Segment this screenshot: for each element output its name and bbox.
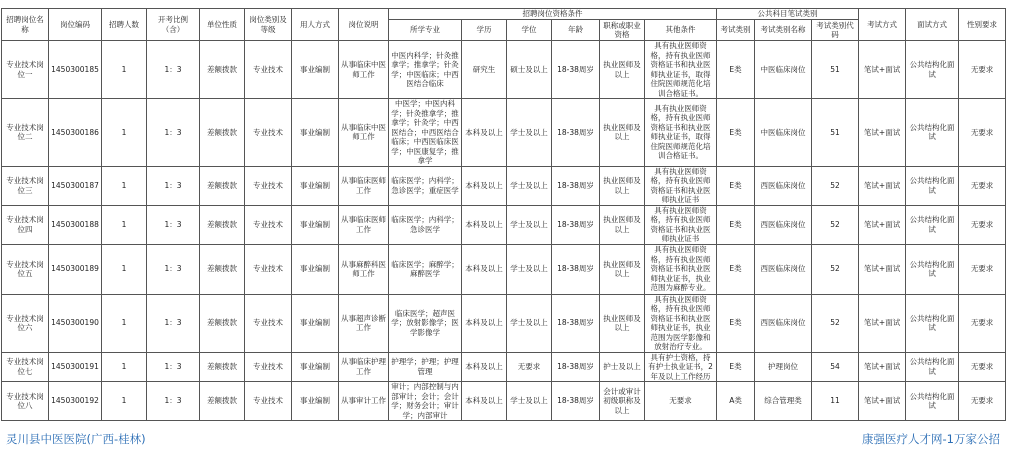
cell-gender-requirement: 无要求 (959, 41, 1006, 99)
table-row (2, 41, 1006, 99)
cell-headcount: 1 (102, 41, 147, 99)
cell-headcount: 1 (102, 294, 147, 352)
cell-other-conditions: 具有护士资格，持有护士执业证书，2年及以上工作经历 (645, 352, 717, 382)
cell-unit-type: 差额拨款 (200, 294, 245, 352)
cell-exam-category-code: 52 (812, 205, 859, 244)
cell-position-code: 1450300188 (49, 205, 102, 244)
cell-exam-category: A类 (717, 382, 755, 421)
footer-source-left: 灵川县中医医院(广西-桂林) (6, 432, 146, 446)
cell-exam-method: 笔试+面试 (859, 294, 906, 352)
cell-position-name: 专业技术岗位六 (2, 294, 49, 352)
cell-employment-type: 事业编制 (292, 294, 339, 352)
table-row (2, 244, 1006, 294)
cell-exam-category: E类 (717, 205, 755, 244)
cell-position-code: 1450300189 (49, 244, 102, 294)
cell-position-category: 专业技术 (245, 244, 292, 294)
cell-education: 本科及以上 (462, 352, 507, 382)
cell-position-description: 从事麻醉科医师工作 (339, 244, 389, 294)
cell-unit-type: 差额拨款 (200, 382, 245, 421)
cell-gender-requirement: 无要求 (959, 205, 1006, 244)
cell-headcount: 1 (102, 382, 147, 421)
cell-gender-requirement: 无要求 (959, 99, 1006, 167)
cell-exam-category-name: 西医临床岗位 (755, 294, 812, 352)
cell-qualification: 执业医师及以上 (600, 166, 645, 205)
cell-degree: 学士及以上 (507, 99, 552, 167)
cell-unit-type: 差额拨款 (200, 205, 245, 244)
cell-headcount: 1 (102, 166, 147, 205)
header-position-name: 招聘岗位名称 (2, 9, 49, 41)
cell-position-name: 专业技术岗位七 (2, 352, 49, 382)
cell-position-category: 专业技术 (245, 205, 292, 244)
cell-gender-requirement: 无要求 (959, 382, 1006, 421)
cell-position-name: 专业技术岗位二 (2, 99, 49, 167)
cell-qualification: 执业医师及以上 (600, 41, 645, 99)
cell-interview-method: 公共结构化面试 (906, 166, 959, 205)
header-exam-category: 考试类别 (717, 20, 755, 41)
table-row (2, 205, 1006, 244)
cell-gender-requirement: 无要求 (959, 244, 1006, 294)
header-major: 所学专业 (389, 20, 462, 41)
header-other-conditions: 其他条件 (645, 20, 717, 41)
header-group-exam: 公共科目笔试类别 (717, 9, 859, 20)
header-group-conditions: 招聘岗位资格条件 (389, 9, 717, 20)
cell-exam-category-code: 51 (812, 99, 859, 167)
cell-exam-category-code: 51 (812, 41, 859, 99)
cell-interview-method: 公共结构化面试 (906, 205, 959, 244)
header-gender-requirement: 性别要求 (959, 9, 1006, 41)
cell-major: 中医内科学；针灸推拿学；推拿学；针灸学；中医临床；中西医结合临床 (389, 41, 462, 99)
cell-exam-category-code: 52 (812, 244, 859, 294)
cell-unit-type: 差额拨款 (200, 166, 245, 205)
cell-interview-method: 公共结构化面试 (906, 352, 959, 382)
cell-exam-method: 笔试+面试 (859, 205, 906, 244)
cell-employment-type: 事业编制 (292, 205, 339, 244)
cell-age: 18-38周岁 (552, 205, 600, 244)
cell-qualification: 会计或审计初级职称及以上 (600, 382, 645, 421)
cell-other-conditions: 无要求 (645, 382, 717, 421)
cell-age: 18-38周岁 (552, 352, 600, 382)
cell-position-code: 1450300190 (49, 294, 102, 352)
cell-exam-category: E类 (717, 99, 755, 167)
cell-degree: 硕士及以上 (507, 41, 552, 99)
cell-age: 18-38周岁 (552, 382, 600, 421)
table-row (2, 99, 1006, 167)
cell-exam-method: 笔试+面试 (859, 244, 906, 294)
cell-position-category: 专业技术 (245, 294, 292, 352)
cell-exam-category-name: 综合管理类 (755, 382, 812, 421)
cell-exam-category-name: 护理岗位 (755, 352, 812, 382)
cell-unit-type: 差额拨款 (200, 99, 245, 167)
cell-exam-ratio: 1：3 (147, 294, 200, 352)
cell-qualification: 执业医师及以上 (600, 294, 645, 352)
cell-exam-ratio: 1：3 (147, 352, 200, 382)
cell-position-code: 1450300186 (49, 99, 102, 167)
header-exam-method: 考试方式 (859, 9, 906, 41)
cell-education: 研究生 (462, 41, 507, 99)
header-degree: 学位 (507, 20, 552, 41)
header-age: 年龄 (552, 20, 600, 41)
cell-exam-ratio: 1：3 (147, 99, 200, 167)
cell-position-category: 专业技术 (245, 382, 292, 421)
cell-other-conditions: 具有执业医师资格，持有执业医师资格证书和执业医师执业证书，取得住院医师规范化培训合格证书。 (645, 41, 717, 99)
cell-age: 18-38周岁 (552, 166, 600, 205)
cell-degree: 学士及以上 (507, 166, 552, 205)
table-row (2, 166, 1006, 205)
cell-exam-ratio: 1：3 (147, 166, 200, 205)
cell-age: 18-38周岁 (552, 244, 600, 294)
cell-interview-method: 公共结构化面试 (906, 244, 959, 294)
cell-unit-type: 差额拨款 (200, 352, 245, 382)
cell-exam-category-code: 54 (812, 352, 859, 382)
cell-employment-type: 事业编制 (292, 244, 339, 294)
cell-exam-ratio: 1：3 (147, 244, 200, 294)
cell-other-conditions: 具有执业医师资格，持有执业医师资格证书和执业医师执业证书 (645, 166, 717, 205)
cell-unit-type: 差额拨款 (200, 244, 245, 294)
cell-exam-method: 笔试+面试 (859, 382, 906, 421)
header-position-description: 岗位说明 (339, 9, 389, 41)
cell-qualification: 执业医师及以上 (600, 244, 645, 294)
cell-interview-method: 公共结构化面试 (906, 294, 959, 352)
cell-qualification: 执业医师及以上 (600, 99, 645, 167)
cell-exam-method: 笔试+面试 (859, 352, 906, 382)
cell-position-name: 专业技术岗位五 (2, 244, 49, 294)
header-exam-category-code: 考试类别代码 (812, 20, 859, 41)
cell-employment-type: 事业编制 (292, 382, 339, 421)
cell-other-conditions: 具有执业医师资格，持有执业医师资格证书和执业医师执业证书，执业范围为麻醉专业。 (645, 244, 717, 294)
cell-position-category: 专业技术 (245, 166, 292, 205)
cell-exam-ratio: 1：3 (147, 382, 200, 421)
header-employment-type: 用人方式 (292, 9, 339, 41)
cell-interview-method: 公共结构化面试 (906, 99, 959, 167)
cell-exam-category-name: 西医临床岗位 (755, 166, 812, 205)
cell-degree: 学士及以上 (507, 244, 552, 294)
cell-position-code: 1450300185 (49, 41, 102, 99)
cell-exam-method: 笔试+面试 (859, 99, 906, 167)
cell-other-conditions: 具有执业医师资格，持有执业医师资格证书和执业医师执业证书，执业范围为医学影像和放射治疗专业。 (645, 294, 717, 352)
cell-employment-type: 事业编制 (292, 166, 339, 205)
header-education: 学历 (462, 20, 507, 41)
cell-exam-category-name: 中医临床岗位 (755, 99, 812, 167)
cell-position-name: 专业技术岗位三 (2, 166, 49, 205)
cell-exam-category-code: 11 (812, 382, 859, 421)
cell-education: 本科及以上 (462, 166, 507, 205)
table-row (2, 382, 1006, 421)
cell-major: 护理学；护理；护理管理 (389, 352, 462, 382)
cell-exam-category: E类 (717, 244, 755, 294)
cell-exam-method: 笔试+面试 (859, 41, 906, 99)
cell-headcount: 1 (102, 244, 147, 294)
cell-position-category: 专业技术 (245, 352, 292, 382)
cell-position-category: 专业技术 (245, 99, 292, 167)
cell-position-code: 1450300191 (49, 352, 102, 382)
cell-major: 临床医学；内科学；急诊医学；重症医学 (389, 166, 462, 205)
header-position-category: 岗位类别及等级 (245, 9, 292, 41)
cell-exam-category-name: 西医临床岗位 (755, 244, 812, 294)
cell-position-description: 从事临床中医师工作 (339, 41, 389, 99)
cell-degree: 学士及以上 (507, 382, 552, 421)
cell-position-code: 1450300187 (49, 166, 102, 205)
cell-interview-method: 公共结构化面试 (906, 382, 959, 421)
cell-employment-type: 事业编制 (292, 99, 339, 167)
table-row (2, 352, 1006, 382)
cell-age: 18-38周岁 (552, 99, 600, 167)
cell-degree: 学士及以上 (507, 205, 552, 244)
cell-exam-ratio: 1：3 (147, 205, 200, 244)
cell-education: 本科及以上 (462, 244, 507, 294)
cell-major: 临床医学；超声医学；放射影像学；医学影像学 (389, 294, 462, 352)
cell-position-description: 从事审计工作 (339, 382, 389, 421)
cell-major: 审计；内部控制与内部审计；会计；会计学；财务会计；审计学；内部审计 (389, 382, 462, 421)
recruitment-table-sheet (0, 8, 1010, 423)
cell-position-description: 从事临床中医师工作 (339, 99, 389, 167)
cell-headcount: 1 (102, 352, 147, 382)
cell-position-name: 专业技术岗位一 (2, 41, 49, 99)
cell-exam-category: E类 (717, 166, 755, 205)
cell-exam-ratio: 1：3 (147, 41, 200, 99)
cell-employment-type: 事业编制 (292, 41, 339, 99)
cell-degree: 学士及以上 (507, 294, 552, 352)
header-exam-category-name: 考试类别名称 (755, 20, 812, 41)
cell-qualification: 执业医师及以上 (600, 205, 645, 244)
header-qualification: 职称或职业资格 (600, 20, 645, 41)
table-body (2, 41, 1006, 421)
footer-bar (0, 431, 1010, 447)
cell-gender-requirement: 无要求 (959, 352, 1006, 382)
cell-education: 本科及以上 (462, 294, 507, 352)
cell-exam-category-name: 中医临床岗位 (755, 41, 812, 99)
cell-qualification: 护士及以上 (600, 352, 645, 382)
cell-education: 本科及以上 (462, 382, 507, 421)
cell-position-description: 从事临床医师工作 (339, 166, 389, 205)
cell-interview-method: 公共结构化面试 (906, 41, 959, 99)
cell-position-name: 专业技术岗位四 (2, 205, 49, 244)
cell-exam-category: E类 (717, 294, 755, 352)
cell-exam-category-code: 52 (812, 294, 859, 352)
header-position-code: 岗位编码 (49, 9, 102, 41)
cell-position-description: 从事超声诊断工作 (339, 294, 389, 352)
cell-education: 本科及以上 (462, 99, 507, 167)
cell-headcount: 1 (102, 99, 147, 167)
cell-education: 本科及以上 (462, 205, 507, 244)
header-unit-type: 单位性质 (200, 9, 245, 41)
cell-gender-requirement: 无要求 (959, 166, 1006, 205)
cell-age: 18-38周岁 (552, 41, 600, 99)
footer-source-right: 康强医疗人才网-1万家公招 (862, 432, 1000, 446)
cell-age: 18-38周岁 (552, 294, 600, 352)
cell-position-description: 从事临床护理工作 (339, 352, 389, 382)
cell-major: 临床医学；内科学；急诊医学 (389, 205, 462, 244)
cell-exam-method: 笔试+面试 (859, 166, 906, 205)
cell-major: 临床医学；麻醉学；麻醉医学 (389, 244, 462, 294)
cell-employment-type: 事业编制 (292, 352, 339, 382)
header-headcount: 招聘人数 (102, 9, 147, 41)
cell-exam-category: E类 (717, 41, 755, 99)
cell-exam-category-name: 西医临床岗位 (755, 205, 812, 244)
cell-position-code: 1450300192 (49, 382, 102, 421)
cell-gender-requirement: 无要求 (959, 294, 1006, 352)
cell-degree: 无要求 (507, 352, 552, 382)
header-exam-ratio: 开考比例（含） (147, 9, 200, 41)
cell-major: 中医学；中医内科学；针灸推拿学；推拿学；针灸学；中西医结合；中西医结合临床；中西医临床医学；中医康复学；推拿学 (389, 99, 462, 167)
table-header (2, 9, 1006, 41)
cell-exam-category: E类 (717, 352, 755, 382)
header-interview-method: 面试方式 (906, 9, 959, 41)
cell-headcount: 1 (102, 205, 147, 244)
cell-other-conditions: 具有执业医师资格，持有执业医师资格证书和执业医师执业证书 (645, 205, 717, 244)
table-row (2, 294, 1006, 352)
cell-exam-category-code: 52 (812, 166, 859, 205)
recruitment-table (1, 8, 1006, 421)
cell-position-category: 专业技术 (245, 41, 292, 99)
cell-position-description: 从事临床医师工作 (339, 205, 389, 244)
cell-position-name: 专业技术岗位八 (2, 382, 49, 421)
cell-other-conditions: 具有执业医师资格，持有执业医师资格证书和执业医师执业证书，取得住院医师规范化培训合格证书。 (645, 99, 717, 167)
cell-unit-type: 差额拨款 (200, 41, 245, 99)
